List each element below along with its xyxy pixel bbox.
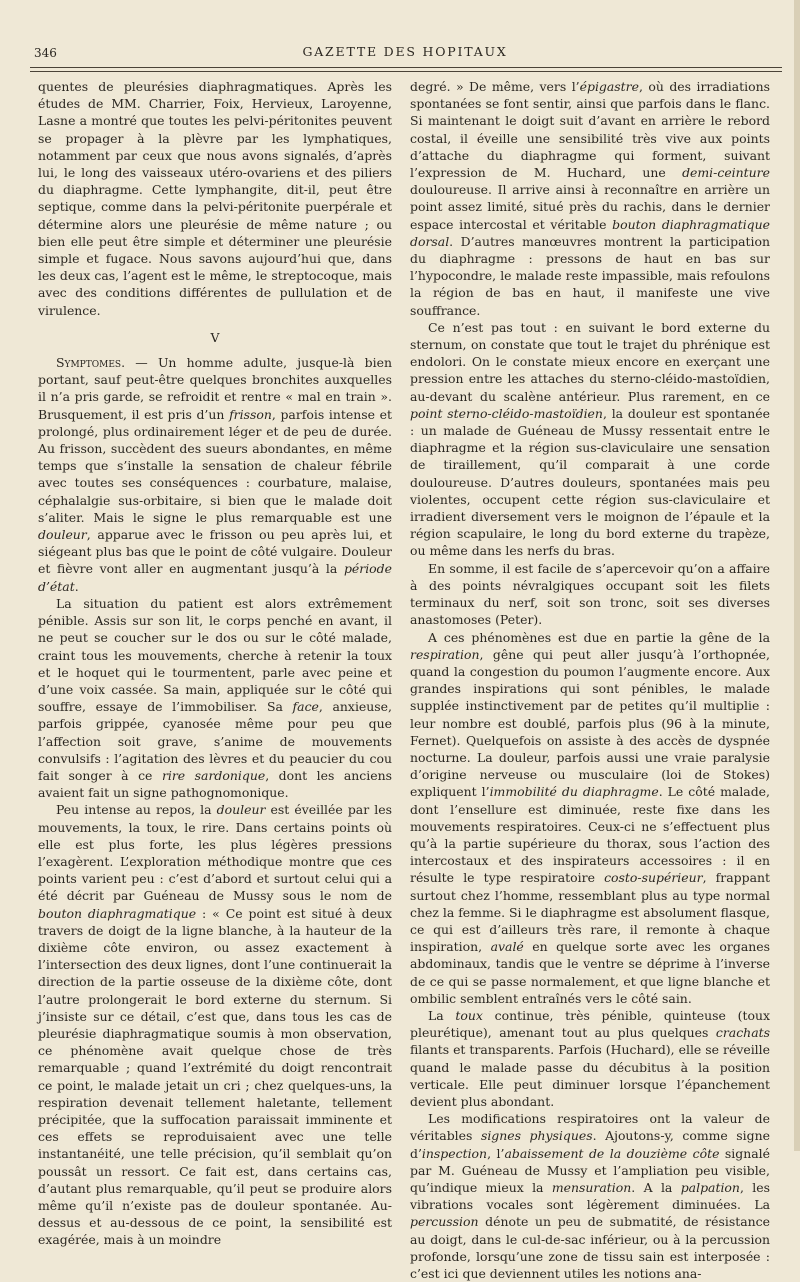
page-number: 346 [34,46,57,60]
text-run: A ces phénomènes est due en partie la gêne de la [428,629,770,645]
text-run: Les modifications respiratoires ont la valeur de véritables [410,1111,770,1144]
text-run: Peu intense au repos, la [56,802,217,818]
text-run: Ce n’est pas tout : en suivant le bord externe du sternum, on constate que tout le trajet du phrénique est endolori. On le constate mieux encore en exerçant une pression entre les attaches du sterno-cléido-mastoïdien, au-devant du scalène antérieur. Plus rarement, en ce [410,319,770,404]
text-run: , gêne qui peut aller jusqu’à l’orthopnée, quand la congestion du poumon l’augmente encore. Aux grandes inspirations qui sont pénibles, le malade supplée instinctivement par de petites qu’il multiplie : leur nombre est doublé, parfois plus (96 à la minute, Fernet). Quelquefois on assiste à des accès de dyspnée nocturne. La douleur, parfois aussi une vraie paralysie d’origine nerveuse ou musculaire (loi de Stokes) expliquent l’ [410,646,770,800]
text-run: , dont les anciens avaient fait un signe pathognomonique. [38,767,392,801]
header-rule-top [30,67,782,68]
text-run: . A la [631,1180,681,1195]
paragraph: quentes de pleurésies diaphragmatiques. Après les études de MM. Charrier, Foix, Hervieux, Laroyenne, Lasne a montré que toutes les pelvi-péritonites peuvent se propager à la plèvre par les lymphatiques, notamment par ceux que nous avons signalés, d’après lui, le long des vaisseaux utéro-ovariens et des piliers du diaphragme. Cette lymphangite, dit-il, peut être septique, comme dans la pelvi-péritonite puerpérale et détermine alors une pleurésie de même nature ; ou bien elle peut être simple et déterminer une pleurésie simple et fugace. Nous savons aujourd’hui que, dans les deux cas, l’agent est le même, le streptocoque, mais avec des conditions différentes de pullulation et de virulence. [38,79,392,318]
italic-term: rire sardonique [161,767,266,783]
left-column [38,78,392,1249]
paragraph [410,319,770,560]
italic-term: point sterno-cléido-mastoïdien [410,405,603,421]
text-run: , apparue avec le frisson ou peu après lui, et siégeant plus bas que le point de côté vulgaire. Douleur et fièvre vont aller en augmentant jusqu’à la [38,527,392,577]
text-run: . Ajoutons-y, comme signe d’ [410,1128,770,1161]
italic-term: frisson [229,406,272,422]
text-run: , parfois intense et prolongé, plus ordinairement léger et de peu de durée. Au frisson, succèdent des sueurs abondantes, en même temps que s’installe la sensation de chaleur fébrile avec toutes ses conséquences : courbature, malaise, céphalalgie sus-orbitaire, si bien que le malade doit s’aliter. Mais le signe le plus remarquable est une [38,406,392,525]
italic-term: respiration [410,646,480,662]
italic-term: bouton diaphragmatique [38,905,197,921]
italic-term: avalé [490,939,524,955]
italic-term: demi-ceinture [682,165,770,181]
text-run: . [74,578,79,594]
italic-term: crachats [715,1025,770,1041]
page-header [30,40,780,62]
text-run: La [428,1007,456,1023]
text-run: , frappant surtout chez l’homme, ressemblant plus au type normal chez la femme. Si le diaphragme est absolument flasque, ce qui est d’ailleurs très rare, il remonte à chaque inspiration, [410,870,770,955]
text-run: , où des irradiations spontanées se font sentir, ainsi que parfois dans le flanc. Si maintenant le doigt suit d’avant en arrière le rebord costal, il éveille une sensibilité très vive aux points d’attache du diaphragme qui forment, suivant l’expression de M. Huchard, une [410,79,770,181]
paragraph [38,354,392,595]
italic-term: palpation [680,1180,740,1195]
text-run: dénote un peu de submatité, de résistance au doigt, dans le cul-de-sac inférieur, ou à la percussion profonde, lorsqu’une zone de tissu sain est interposée : c’est ici que deviennent utiles les notions ana- [410,1214,770,1282]
right-column [410,78,770,1282]
section-label: Symptomes. [56,355,126,371]
italic-term: bouton diaphragmatique dorsal [410,216,770,249]
paragraph [410,1007,770,1110]
paragraph [410,629,770,1007]
text-run: en quelque sorte avec les organes abdominaux, tandis que le ventre se déprime à l’inverse de ce qui se passe normalement, et que ligne blanche et ombilic semblent entraînés vers le côté sain. [410,939,770,1006]
header-rule-bottom [30,71,782,72]
paragraph [410,78,770,319]
section-number: V [210,329,220,345]
italic-term: abaissement de la douzième côte [504,1145,720,1161]
paragraph: En somme, il est facile de s’apercevoir qu’on a affaire à des points névralgiques occupant soit les filets terminaux du nerf, soit son tronc, soit ses diverses anastomoses (Peter). [410,560,770,628]
text-run: est éveillée par les mouvements, la toux, le rire. Dans certains points où elle est plus forte, les plus légères pressions l’exagèrent. L’exploration méthodique montre que ces points varient peu : c’est d’abord et surtout celui qui a été décrit par Guéneau de Mussy sous le nom de [38,802,392,904]
paragraph [410,1110,770,1282]
italic-term: costo-supérieur [604,870,703,886]
italic-term: percussion [410,1214,479,1230]
text-run: , l’ [487,1145,505,1161]
italic-term: toux [455,1007,483,1023]
text-run: , les vibrations vocales sont légèrement diminuées. La [410,1180,770,1213]
italic-term: immobilité du diaphragme [489,784,659,800]
paragraph [38,595,392,801]
italic-term: douleur [216,802,266,818]
text-run: filants et transparents. Parfois (Huchard), elle se réveille quand le malade passe du décubitus à la position verticale. Elle peut diminuer lorsque l’épanchement devient plus abondant. [410,1042,770,1109]
journal-title: GAZETTE DES HOPITAUX [302,44,508,59]
text-run: continue, très pénible, quinteuse (toux pleurétique), amenant tout au plus quelques [410,1007,770,1041]
italic-term: période d’état [38,561,392,594]
text-run: , anxieuse, parfois grippée, cyanosée même pour peu que l’affection soit grave, s’anime de mouvements convulsifs : l’agitation des lèvres et du peaucier du cou fait songer à ce [38,699,392,783]
text-run: La situation du patient est alors extrêmement pénible. Assis sur son lit, le corps penché en avant, il ne peut se coucher sur le dos ou sur le côté malade, craint tous les mouvements, cherche à retenir la toux et le hoquet qui le tourmentent, parle avec peine et d’une voix cassée. Sa main, appliquée sur le côté qui souffre, essaye de l’immobiliser. Sa [38,595,392,715]
text-run: signalé par M. Guéneau de Mussy et l’ampliation peu visible, qu’indique mieux la [410,1145,771,1195]
italic-term: face [292,699,319,715]
italic-term: signes physiques [480,1128,593,1144]
text-run: . D’autres manœuvres montrent la participation du diaphragme : pressons de haut en bas sur l’hypocondre, le malade reste impassible, mais refoulons la région de bas en haut, il manifeste une vive souffrance. [410,233,770,318]
text-run: douloureuse. Il arrive ainsi à reconnaître en arrière un point assez limité, situé près du rachis, dans le dernier espace intercostal et véritable [410,182,770,232]
text-run: . Le côté malade, dont l’ensellure est diminuée, reste fixe dans les mouvements respiratoires. Ceux-ci ne s’effectuent plus qu’à la partie supérieure du thorax, sous l’action des intercostaux et des inspirateurs accessoires : il en résulte le type respiratoire [410,784,770,886]
italic-term: mensuration [551,1180,632,1195]
italic-term: inspection [421,1145,488,1161]
text-run: , la douleur est spontanée : un malade de Guéneau de Mussy ressentait entre le diaphragme et la région sus-claviculaire une sensation de tiraillement, qu’il comparait à une corde douloureuse. D’autres douleurs, spontanées mais peu violentes, occupent cette région sus-claviculaire et irradient diversement vers le moignon de l’épaule et la région scapulaire, le long du bord externe du trapèze, ou même dans les nerfs du bras. [410,405,770,559]
text-run: : « Ce point est situé à deux travers de doigt de la ligne blanche, à la hauteur de la dixième côte environ, ou assez exactement à l’intersection des deux lignes, dont l’une continuerait la direction de la partie osseuse de la dixième côte, dont l’autre prolongerait le bord externe du sternum. Si j’insiste sur ce détail, c’est que, dans tous les cas de pleurésie diaphragmatique soumis à mon observation, ce phénomène avait quelque chose de très remarquable ; quand l’extrémité du doigt rencontrait ce point, le malade jetait un cri ; chez quelques-uns, la respiration devenait tellement haletante, tellement précipitée, que la suffocation paraissait imminente et ces effets se reproduisaient avec une telle instantanéité, une telle précision, qu’il semblait qu’on poussât un ressort. Ce fait est, dans certains cas, d’autant plus remarquable, qu’il peut se produire alors même qu’il n’existe pas de douleur spontanée. Au-dessus et au-dessous de ce point, la sensibilité est exagérée, mais à un moindre [38,905,392,1248]
text-run: degré. » De même, vers l’ [410,79,580,94]
italic-term: douleur [38,527,87,543]
italic-term: épigastre [579,79,639,94]
paragraph [38,801,392,1248]
page-edge [794,0,800,1151]
text-run: — Un homme adulte, jusque-là bien portant, sauf peut-être quelques bronchites auxquelles il n’a pris garde, se refroidit et rentre « mal en train ». Brusquement, il est pris d’un [38,355,392,422]
